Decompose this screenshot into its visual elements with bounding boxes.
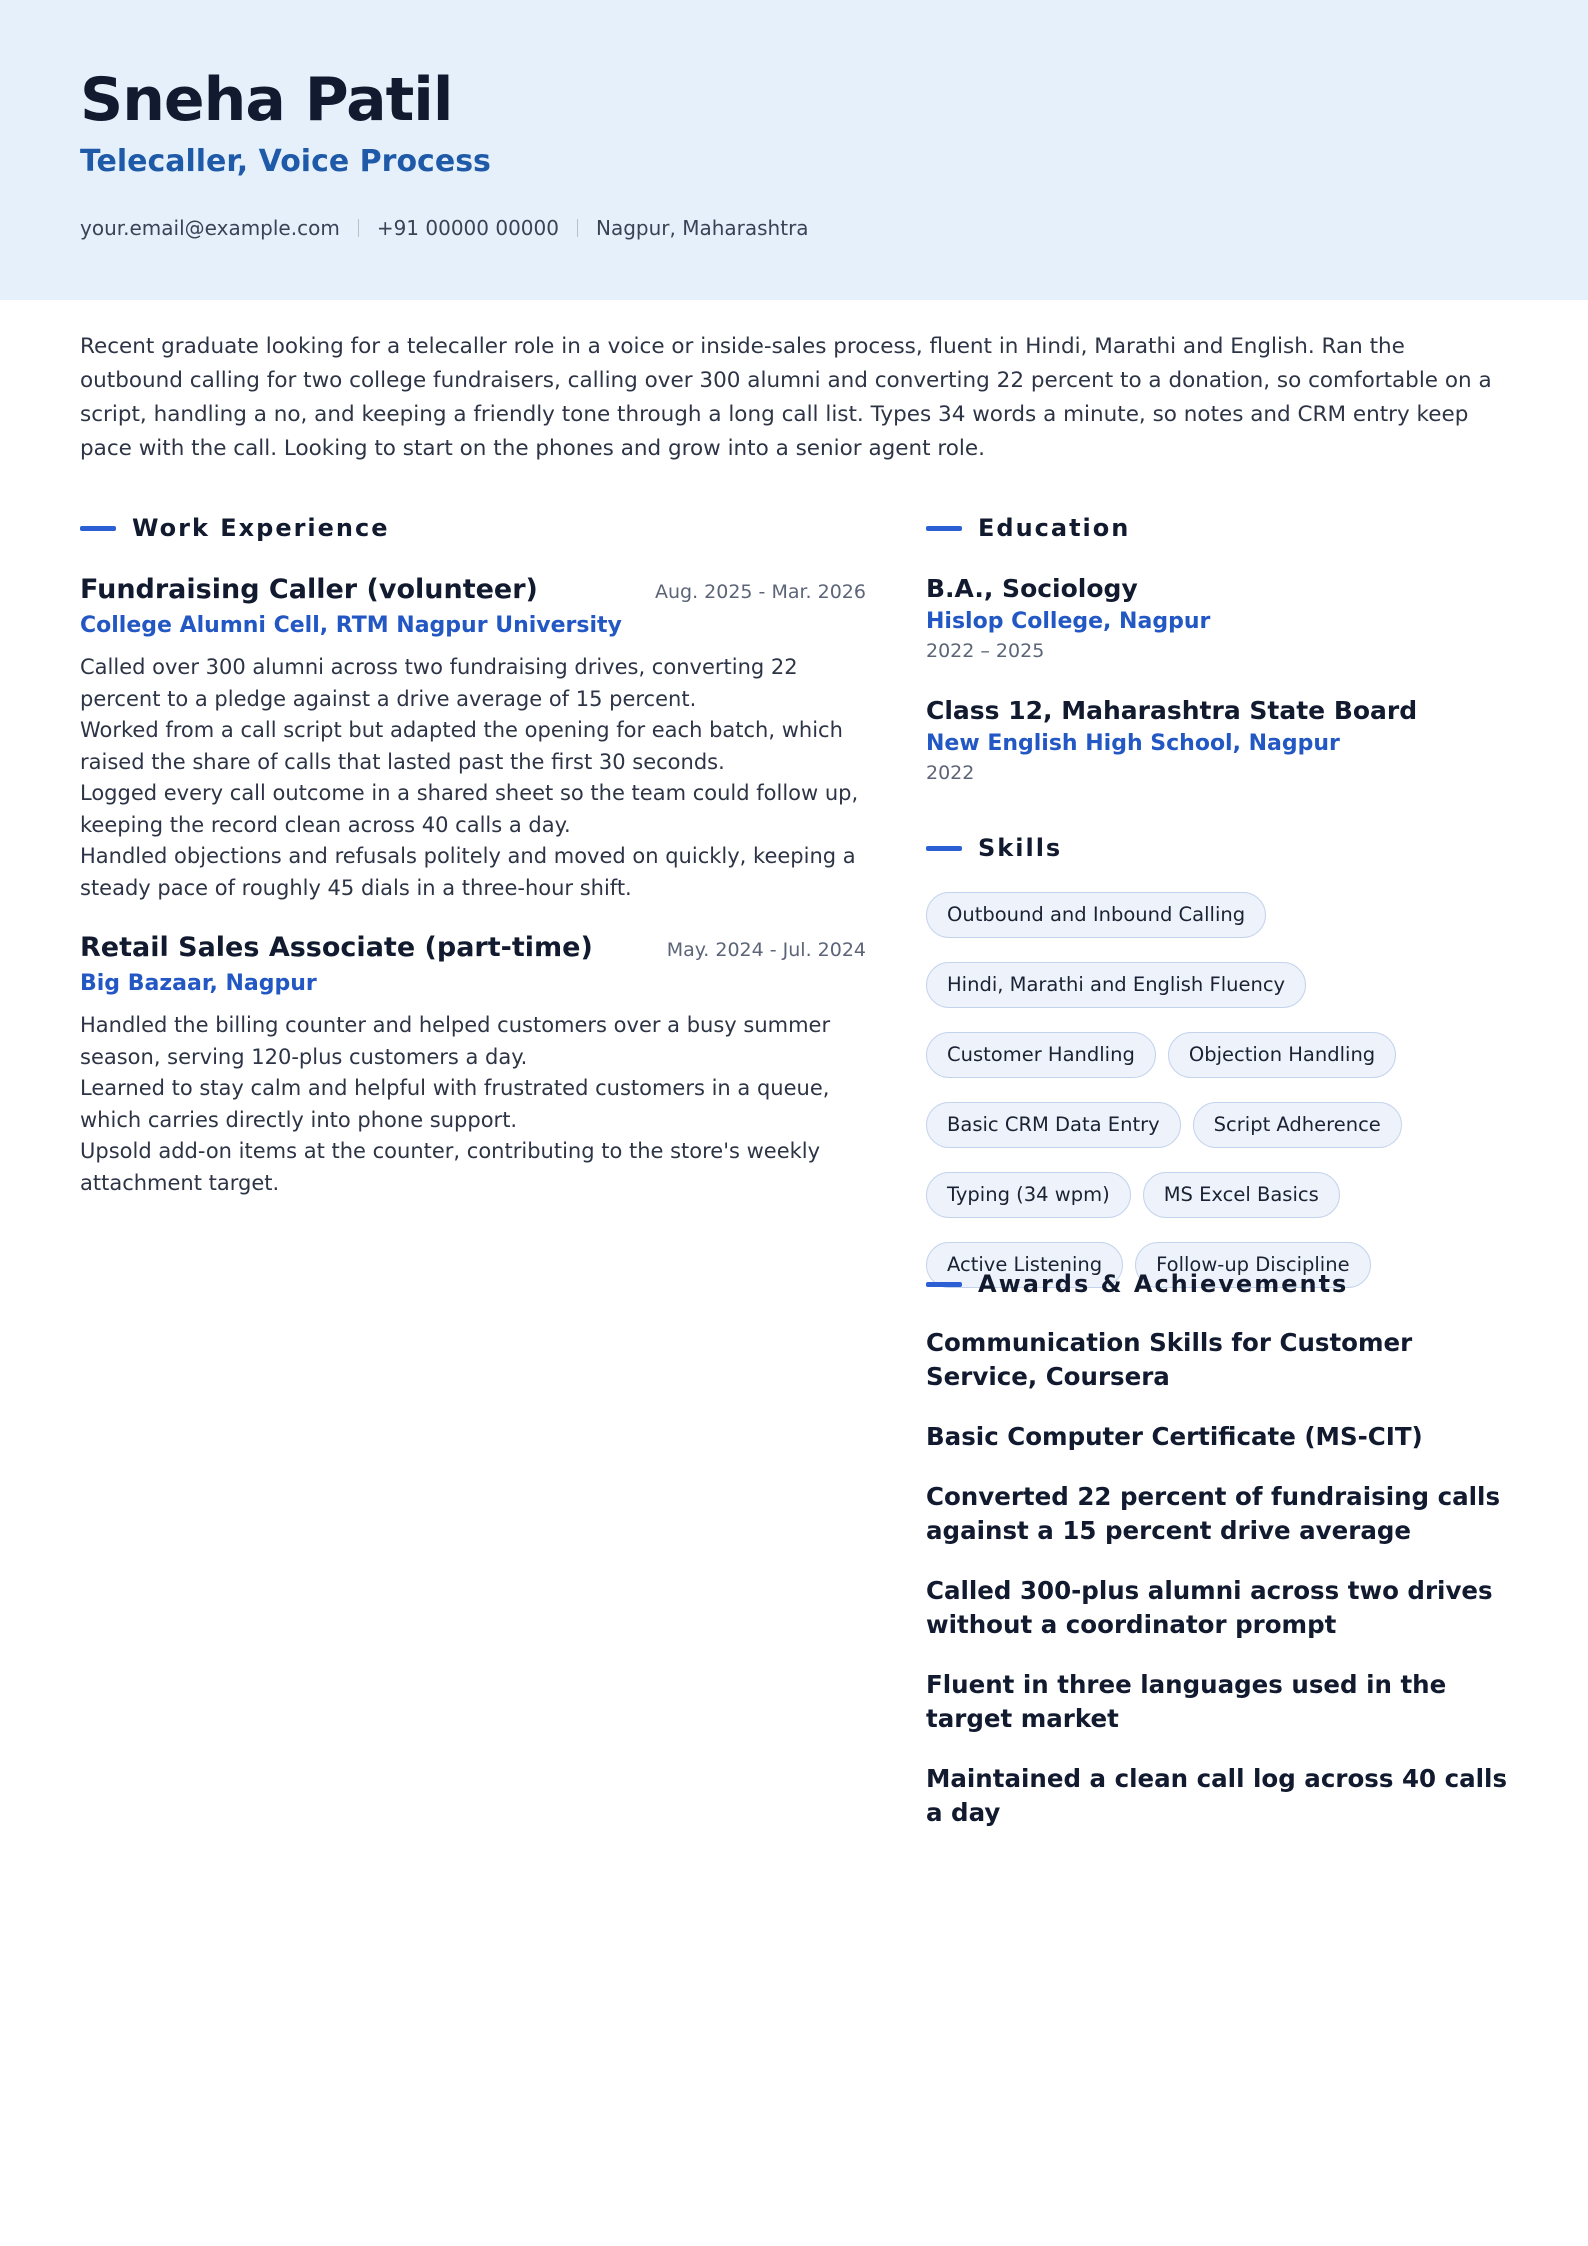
job-description [80, 1010, 866, 1199]
job-organization: College Alumni Cell, RTM Nagpur University [80, 613, 622, 638]
job-entry [80, 930, 866, 1199]
awards-list [926, 1326, 1526, 1856]
section-title: Education [978, 514, 1131, 542]
skill-chip: Customer Handling [926, 1032, 1156, 1078]
section-heading-skills [926, 834, 1062, 862]
skill-chip: Script Adherence [1193, 1102, 1402, 1148]
contact-divider [358, 219, 359, 237]
job-point: Worked from a call script but adapted the opening for each batch, which raised the share of calls that lasted past the first 30 seconds. [80, 718, 843, 774]
section-title: Awards & Achievements [978, 1270, 1349, 1298]
skill-chip: Basic CRM Data Entry [926, 1102, 1181, 1148]
section-title: Work Experience [132, 514, 390, 542]
contact-phone[interactable]: +91 00000 00000 [376, 216, 559, 240]
skill-chip: Hindi, Marathi and English Fluency [926, 962, 1306, 1008]
section-heading-education [926, 514, 1130, 542]
education-entry [926, 572, 1526, 664]
skill-chip: MS Excel Basics [1143, 1172, 1340, 1218]
job-dates: May. 2024 - Jul. 2024 [666, 939, 866, 961]
section-title: Skills [978, 834, 1063, 862]
job-organization: Big Bazaar, Nagpur [80, 971, 317, 996]
education-school: New English High School, Nagpur [926, 731, 1340, 756]
contact-email[interactable]: your.email@example.com [80, 216, 340, 240]
award-item: Converted 22 percent of fundraising calls against a 15 percent drive average [926, 1482, 1501, 1545]
skill-chip: Outbound and Inbound Calling [926, 892, 1266, 938]
job-title: Fundraising Caller (volunteer) [80, 574, 538, 605]
award-item: Fluent in three languages used in the target market [926, 1670, 1447, 1733]
resume-header [0, 0, 1588, 300]
job-point: Learned to stay calm and helpful with frustrated customers in a queue, which carries directly into phone support. [80, 1076, 830, 1132]
heading-accent-bar [926, 526, 962, 531]
education-years: 2022 – 2025 [926, 640, 1045, 662]
candidate-name: Sneha Patil [80, 65, 453, 135]
education-school: Hislop College, Nagpur [926, 609, 1211, 634]
profile-summary: Recent graduate looking for a telecaller role in a voice or inside-sales process, fluent in Hindi, Marathi and English. Ran the outbound calling for two college fundraisers, calling over 300 alumni and converting 22 percent to a donation, so comfortable on a script, handling a no, and keeping a friendly tone through a long call list. Types 34 words a minute, so notes and CRM entry keep pace with the call. Looking to start on the phones and grow into a senior agent role. [80, 334, 1492, 461]
award-item: Communication Skills for Customer Service, Coursera [926, 1328, 1413, 1391]
award-item: Maintained a clean call log across 40 calls a day [926, 1764, 1508, 1827]
heading-accent-bar [80, 526, 116, 531]
skill-chip: Follow-up Discipline [1135, 1242, 1370, 1288]
section-heading-work [80, 514, 390, 542]
award-item: Basic Computer Certificate (MS-CIT) [926, 1422, 1423, 1451]
job-point: Handled the billing counter and helped customers over a busy summer season, serving 120-plus customers a day. [80, 1013, 831, 1069]
skills-list [926, 892, 1526, 1288]
contact-line [80, 214, 809, 242]
candidate-role: Telecaller, Voice Process [80, 144, 491, 179]
job-title: Retail Sales Associate (part-time) [80, 932, 593, 963]
contact-location: Nagpur, Maharashtra [595, 216, 809, 240]
award-item: Called 300-plus alumni across two drives without a coordinator prompt [926, 1576, 1493, 1639]
job-point: Upsold add-on items at the counter, contributing to the store's weekly attachment target. [80, 1139, 821, 1195]
section-heading-awards [926, 1270, 1348, 1298]
education-degree: Class 12, Maharashtra State Board [926, 696, 1418, 725]
skill-chip: Objection Handling [1168, 1032, 1396, 1078]
heading-accent-bar [926, 1282, 962, 1287]
job-entry [80, 572, 866, 904]
job-description [80, 652, 866, 904]
heading-accent-bar [926, 846, 962, 851]
education-years: 2022 [926, 762, 975, 784]
job-point: Logged every call outcome in a shared sheet so the team could follow up, keeping the record clean across 40 calls a day. [80, 781, 859, 837]
skill-chip: Active Listening [926, 1242, 1123, 1288]
education-degree: B.A., Sociology [926, 574, 1138, 603]
skill-chip: Typing (34 wpm) [926, 1172, 1131, 1218]
job-dates: Aug. 2025 - Mar. 2026 [654, 581, 866, 603]
job-point: Handled objections and refusals politely and moved on quickly, keeping a steady pace of roughly 45 dials in a three-hour shift. [80, 844, 856, 900]
contact-divider [577, 219, 578, 237]
education-entry [926, 694, 1526, 786]
job-point: Called over 300 alumni across two fundraising drives, converting 22 percent to a pledge against a drive average of 15 percent. [80, 655, 798, 711]
